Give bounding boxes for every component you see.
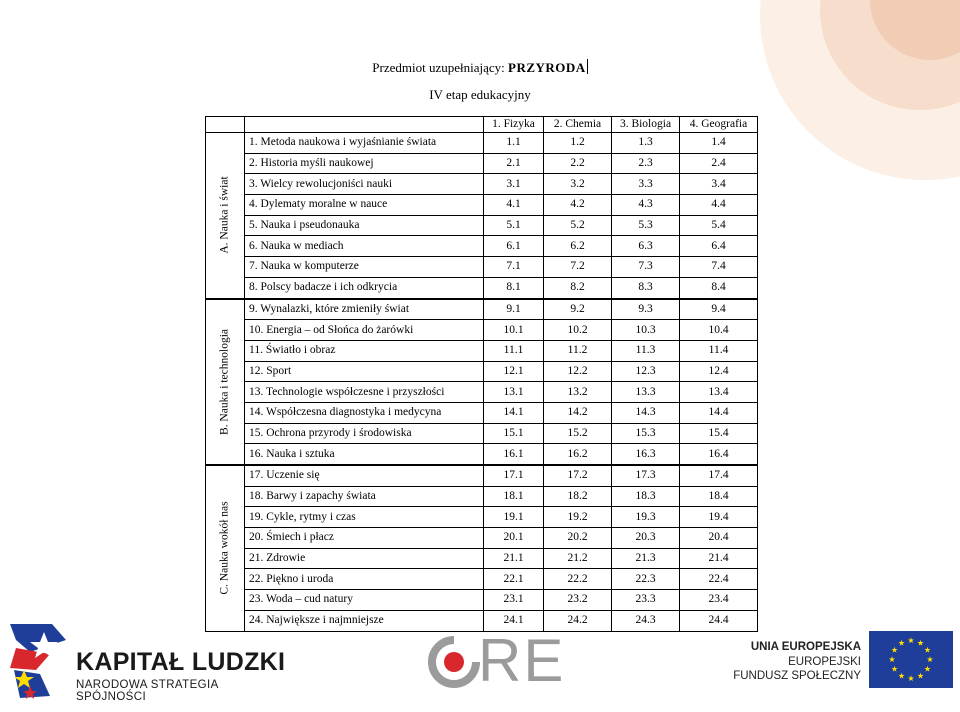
ore-mark-icon bbox=[428, 634, 480, 690]
section-label: A. Nauka i świat bbox=[218, 176, 231, 254]
table-row bbox=[206, 444, 758, 465]
code-cell: 12.3 bbox=[612, 361, 680, 382]
code-cell: 23.2 bbox=[544, 590, 612, 611]
code-cell: 24.4 bbox=[680, 610, 758, 631]
code-cell: 1.1 bbox=[484, 133, 544, 154]
code-cell: 19.1 bbox=[484, 507, 544, 528]
code-cell: 14.1 bbox=[484, 402, 544, 423]
code-cell: 22.3 bbox=[612, 569, 680, 590]
table-row bbox=[206, 528, 758, 549]
code-cell: 17.4 bbox=[680, 465, 758, 486]
table-row bbox=[206, 361, 758, 382]
table-row bbox=[206, 486, 758, 507]
code-cell: 12.4 bbox=[680, 361, 758, 382]
topic-cell: 19. Cykle, rytmy i czas bbox=[245, 507, 484, 528]
code-cell: 15.1 bbox=[484, 423, 544, 444]
code-cell: 15.3 bbox=[612, 423, 680, 444]
code-cell: 3.4 bbox=[680, 174, 758, 195]
topic-cell: 1. Metoda naukowa i wyjaśnianie świata bbox=[245, 133, 484, 154]
topic-cell: 12. Sport bbox=[245, 361, 484, 382]
table-body bbox=[206, 133, 758, 632]
code-cell: 20.1 bbox=[484, 528, 544, 549]
code-cell: 16.1 bbox=[484, 444, 544, 465]
code-cell: 13.1 bbox=[484, 382, 544, 403]
code-cell: 11.2 bbox=[544, 340, 612, 361]
text-cursor bbox=[587, 59, 588, 74]
code-cell: 5.4 bbox=[680, 215, 758, 236]
code-cell: 18.3 bbox=[612, 486, 680, 507]
table-row bbox=[206, 548, 758, 569]
code-cell: 1.4 bbox=[680, 133, 758, 154]
code-cell: 4.4 bbox=[680, 195, 758, 216]
topic-cell: 7. Nauka w komputerze bbox=[245, 257, 484, 278]
code-cell: 9.4 bbox=[680, 299, 758, 320]
code-cell: 22.2 bbox=[544, 569, 612, 590]
title-label: Przedmiot uzupełniający: bbox=[372, 60, 505, 75]
table-row bbox=[206, 423, 758, 444]
topic-cell: 5. Nauka i pseudonauka bbox=[245, 215, 484, 236]
topic-cell: 23. Woda – cud natury bbox=[245, 590, 484, 611]
code-cell: 4.2 bbox=[544, 195, 612, 216]
section-label-cell bbox=[206, 299, 245, 466]
table-row bbox=[206, 257, 758, 278]
code-cell: 21.4 bbox=[680, 548, 758, 569]
topic-cell: 3. Wielcy rewolucjoniści nauki bbox=[245, 174, 484, 195]
code-cell: 18.4 bbox=[680, 486, 758, 507]
topic-cell: 11. Światło i obraz bbox=[245, 340, 484, 361]
table-header-row bbox=[206, 117, 758, 133]
code-cell: 4.3 bbox=[612, 195, 680, 216]
code-cell: 5.1 bbox=[484, 215, 544, 236]
code-cell: 1.2 bbox=[544, 133, 612, 154]
code-cell: 7.3 bbox=[612, 257, 680, 278]
topic-cell: 22. Piękno i uroda bbox=[245, 569, 484, 590]
code-cell: 2.4 bbox=[680, 153, 758, 174]
eu-line1: UNIA EUROPEJSKA bbox=[750, 641, 861, 653]
code-cell: 10.3 bbox=[612, 320, 680, 341]
table-row bbox=[206, 402, 758, 423]
table-row bbox=[206, 174, 758, 195]
section-label-cell bbox=[206, 133, 245, 299]
code-cell: 15.2 bbox=[544, 423, 612, 444]
table-row bbox=[206, 382, 758, 403]
code-cell: 14.3 bbox=[612, 402, 680, 423]
ore-logo bbox=[428, 627, 566, 694]
code-cell: 3.2 bbox=[544, 174, 612, 195]
topic-cell: 9. Wynalazki, które zmieniły świat bbox=[245, 299, 484, 320]
topic-cell: 10. Energia – od Słońca do żarówki bbox=[245, 320, 484, 341]
code-cell: 11.3 bbox=[612, 340, 680, 361]
header-empty-section bbox=[206, 117, 245, 133]
code-cell: 2.1 bbox=[484, 153, 544, 174]
code-cell: 20.2 bbox=[544, 528, 612, 549]
topic-cell: 4. Dylematy moralne w nauce bbox=[245, 195, 484, 216]
kapital-ludzki-logo bbox=[10, 618, 290, 708]
code-cell: 16.4 bbox=[680, 444, 758, 465]
topic-cell: 24. Największe i najmniejsze bbox=[245, 610, 484, 631]
topic-cell: 17. Uczenie się bbox=[245, 465, 484, 486]
document-title bbox=[0, 59, 960, 76]
code-cell: 7.2 bbox=[544, 257, 612, 278]
title-subject: PRZYRODA bbox=[508, 60, 586, 75]
code-cell: 10.1 bbox=[484, 320, 544, 341]
code-cell: 6.2 bbox=[544, 236, 612, 257]
code-cell: 10.4 bbox=[680, 320, 758, 341]
code-cell: 5.2 bbox=[544, 215, 612, 236]
topic-cell: 20. Śmiech i płacz bbox=[245, 528, 484, 549]
code-cell: 7.4 bbox=[680, 257, 758, 278]
column-header: 1. Fizyka bbox=[484, 117, 544, 133]
header-empty-topic bbox=[245, 117, 484, 133]
topic-cell: 6. Nauka w mediach bbox=[245, 236, 484, 257]
code-cell: 20.3 bbox=[612, 528, 680, 549]
code-cell: 6.4 bbox=[680, 236, 758, 257]
code-cell: 21.2 bbox=[544, 548, 612, 569]
topic-cell: 15. Ochrona przyrody i środowiska bbox=[245, 423, 484, 444]
table-row bbox=[206, 299, 758, 320]
code-cell: 12.1 bbox=[484, 361, 544, 382]
code-cell: 3.1 bbox=[484, 174, 544, 195]
kapital-ludzki-mark-icon bbox=[10, 618, 70, 700]
code-cell: 18.1 bbox=[484, 486, 544, 507]
column-header: 4. Geografia bbox=[680, 117, 758, 133]
topic-cell: 13. Technologie współczesne i przyszłości bbox=[245, 382, 484, 403]
code-cell: 23.4 bbox=[680, 590, 758, 611]
topic-cell: 14. Współczesna diagnostyka i medycyna bbox=[245, 402, 484, 423]
table-row bbox=[206, 195, 758, 216]
table-row bbox=[206, 133, 758, 154]
eu-logo bbox=[733, 631, 953, 691]
code-cell: 21.3 bbox=[612, 548, 680, 569]
code-cell: 22.4 bbox=[680, 569, 758, 590]
code-cell: 24.3 bbox=[612, 610, 680, 631]
table-row bbox=[206, 215, 758, 236]
code-cell: 6.1 bbox=[484, 236, 544, 257]
code-cell: 6.3 bbox=[612, 236, 680, 257]
topic-cell: 2. Historia myśli naukowej bbox=[245, 153, 484, 174]
subject-table bbox=[205, 116, 758, 632]
code-cell: 22.1 bbox=[484, 569, 544, 590]
code-cell: 19.3 bbox=[612, 507, 680, 528]
code-cell: 24.1 bbox=[484, 610, 544, 631]
code-cell: 13.2 bbox=[544, 382, 612, 403]
table-row bbox=[206, 236, 758, 257]
code-cell: 1.3 bbox=[612, 133, 680, 154]
code-cell: 15.4 bbox=[680, 423, 758, 444]
ore-text: RE bbox=[478, 627, 566, 694]
code-cell: 16.3 bbox=[612, 444, 680, 465]
table-row bbox=[206, 320, 758, 341]
topic-cell: 16. Nauka i sztuka bbox=[245, 444, 484, 465]
table-row bbox=[206, 277, 758, 298]
code-cell: 8.1 bbox=[484, 277, 544, 298]
code-cell: 9.1 bbox=[484, 299, 544, 320]
code-cell: 8.2 bbox=[544, 277, 612, 298]
column-header: 3. Biologia bbox=[612, 117, 680, 133]
kapital-ludzki-subtitle: NARODOWA STRATEGIA SPÓJNOŚCI bbox=[76, 679, 219, 703]
code-cell: 12.2 bbox=[544, 361, 612, 382]
column-header: 2. Chemia bbox=[544, 117, 612, 133]
table-row bbox=[206, 465, 758, 486]
kapital-ludzki-title: KAPITAŁ LUDZKI bbox=[76, 648, 286, 676]
code-cell: 2.2 bbox=[544, 153, 612, 174]
code-cell: 11.4 bbox=[680, 340, 758, 361]
code-cell: 2.3 bbox=[612, 153, 680, 174]
topic-cell: 18. Barwy i zapachy świata bbox=[245, 486, 484, 507]
eu-line2: EUROPEJSKI bbox=[788, 656, 861, 668]
section-label: C. Nauka wokół nas bbox=[218, 501, 231, 595]
code-cell: 8.4 bbox=[680, 277, 758, 298]
table-row bbox=[206, 590, 758, 611]
code-cell: 5.3 bbox=[612, 215, 680, 236]
code-cell: 4.1 bbox=[484, 195, 544, 216]
eu-line3: FUNDUSZ SPOŁECZNY bbox=[733, 670, 861, 682]
document-subtitle: IV etap edukacyjny bbox=[429, 87, 531, 102]
code-cell: 14.4 bbox=[680, 402, 758, 423]
code-cell: 9.3 bbox=[612, 299, 680, 320]
section-label-cell bbox=[206, 465, 245, 631]
code-cell: 13.4 bbox=[680, 382, 758, 403]
code-cell: 10.2 bbox=[544, 320, 612, 341]
topic-cell: 8. Polscy badacze i ich odkrycia bbox=[245, 277, 484, 298]
code-cell: 19.2 bbox=[544, 507, 612, 528]
eu-flag-icon bbox=[869, 631, 953, 688]
topic-cell: 21. Zdrowie bbox=[245, 548, 484, 569]
code-cell: 17.1 bbox=[484, 465, 544, 486]
code-cell: 18.2 bbox=[544, 486, 612, 507]
code-cell: 19.4 bbox=[680, 507, 758, 528]
code-cell: 3.3 bbox=[612, 174, 680, 195]
table-row bbox=[206, 153, 758, 174]
code-cell: 23.3 bbox=[612, 590, 680, 611]
code-cell: 17.3 bbox=[612, 465, 680, 486]
section-label: B. Nauka i technologia bbox=[218, 328, 231, 435]
code-cell: 23.1 bbox=[484, 590, 544, 611]
code-cell: 7.1 bbox=[484, 257, 544, 278]
code-cell: 8.3 bbox=[612, 277, 680, 298]
code-cell: 16.2 bbox=[544, 444, 612, 465]
code-cell: 21.1 bbox=[484, 548, 544, 569]
table-row bbox=[206, 507, 758, 528]
code-cell: 17.2 bbox=[544, 465, 612, 486]
table-row bbox=[206, 569, 758, 590]
code-cell: 24.2 bbox=[544, 610, 612, 631]
code-cell: 9.2 bbox=[544, 299, 612, 320]
code-cell: 14.2 bbox=[544, 402, 612, 423]
table-row bbox=[206, 340, 758, 361]
code-cell: 20.4 bbox=[680, 528, 758, 549]
code-cell: 13.3 bbox=[612, 382, 680, 403]
code-cell: 11.1 bbox=[484, 340, 544, 361]
